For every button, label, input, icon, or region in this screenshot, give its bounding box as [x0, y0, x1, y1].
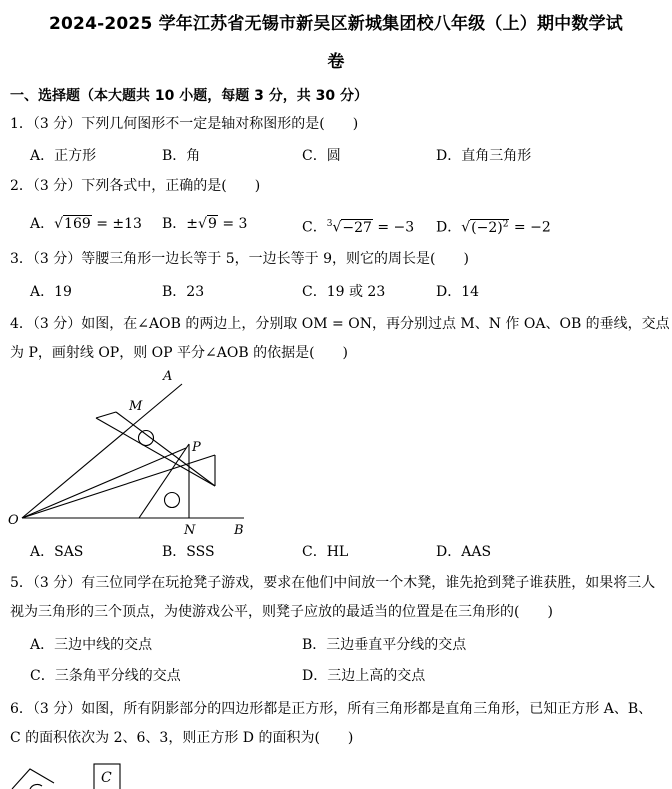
question-6-line1: 6．（3 分）如图，所有阴影部分的四边形都是正方形，所有三角形都是直角三角形，已知正方形 A、B、 — [10, 701, 653, 717]
question-3-option-c: C．19 或 23 — [302, 284, 386, 300]
option-d-prefix: D． — [436, 219, 462, 236]
question-5-option-a: A．三边中线的交点 — [30, 637, 153, 653]
figure-label-o: O — [8, 513, 19, 528]
question-1-stem: 1．（3 分）下列几何图形不一定是轴对称图形的是( ) — [10, 116, 359, 132]
option-a-radicand: 169 — [64, 216, 91, 232]
question-1-option-a: A．正方形 — [30, 148, 97, 164]
exam-title-line1: 2024-2025 学年江苏省无锡市新吴区新城集团校八年级（上）期中数学试 — [48, 14, 623, 34]
question-5-option-d: D．三边上高的交点 — [302, 668, 426, 684]
question-4-option-a: A．SAS — [30, 544, 84, 560]
option-b-prefix: B．± — [162, 216, 199, 232]
question-4-line1: 4．（3 分）如图，在∠AOB 的两边上，分别取 OM = ON，再分别过点 M、N 作 OA、OB 的垂线，交点 — [10, 316, 670, 332]
figure-label-c: C — [101, 770, 112, 786]
option-d-exponent: 2 — [502, 219, 509, 229]
figure-label-p: P — [192, 440, 201, 455]
question-2-option-a: A．√169 = ±13 — [30, 216, 142, 232]
angle-bisector-figure — [0, 362, 260, 542]
question-5-line1: 5．（3 分）有三位同学在玩抢凳子游戏，要求在他们中间放一个木凳，谁先抢到凳子谁获胜，如果将三人 — [10, 575, 656, 591]
question-1-option-d: D．直角三角形 — [436, 148, 532, 164]
exam-title-line2: 卷 — [327, 52, 345, 72]
question-2-option-b: B．±√9 = 3 — [162, 216, 248, 232]
option-d-rest: = −2 — [509, 219, 551, 236]
question-3-option-d: D．14 — [436, 284, 480, 300]
question-5-option-c: C．三条角平分线的交点 — [30, 668, 181, 684]
question-4-line2: 为 P，画射线 OP，则 OP 平分∠AOB 的依据是( ) — [10, 345, 348, 361]
figure-label-m: M — [129, 399, 143, 414]
question-2-stem: 2．（3 分）下列各式中，正确的是( ) — [10, 178, 261, 194]
question-1-option-c: C．圆 — [302, 148, 341, 164]
option-c-root-index: 3 — [326, 219, 333, 229]
question-6-line2: C 的面积依次为 2、6、3，则正方形 D 的面积为( ) — [10, 730, 354, 746]
question-4-option-d: D．AAS — [436, 544, 492, 560]
option-a-prefix: A． — [30, 216, 55, 232]
section-heading: 一、选择题（本大题共 10 小题，每题 3 分，共 30 分） — [10, 88, 368, 104]
question-2-option-d: D．$√(-2)^2 = -2$ — [436, 219, 551, 236]
option-b-rest: = 3 — [217, 216, 248, 232]
question-1-option-b: B．角 — [162, 148, 201, 164]
question-2-option-c: C．$^3$√−27 = −3 — [302, 219, 415, 236]
option-c-radicand: −27 — [342, 219, 372, 236]
question-3-option-a: A．19 — [30, 284, 72, 300]
question-4-option-c: C．HL — [302, 544, 349, 560]
option-c-rest: = −3 — [372, 219, 415, 236]
option-c-prefix: C． — [302, 219, 327, 236]
pythagoras-tree-figure — [0, 755, 160, 789]
figure-label-n: N — [184, 523, 196, 538]
figure-label-b: B — [234, 523, 244, 538]
question-3-stem: 3．（3 分）等腰三角形一边长等于 5，一边长等于 9，则它的周长是( ) — [10, 251, 469, 267]
option-a-rest: = ±13 — [91, 216, 142, 232]
question-3-option-b: B．23 — [162, 284, 205, 300]
figure-label-a: A — [163, 369, 173, 384]
question-5-line2: 视为三角形的三个顶点，为使游戏公平，则凳子应放的最适当的位置是在三角形的( ) — [10, 604, 553, 620]
option-d-radicand-wrap — [470, 219, 509, 236]
question-4-option-b: B．SSS — [162, 544, 215, 560]
option-b-radicand: 9 — [207, 216, 217, 232]
question-5-option-b: B．三边垂直平分线的交点 — [302, 637, 467, 653]
option-d-radicand: (−2) — [471, 219, 503, 236]
